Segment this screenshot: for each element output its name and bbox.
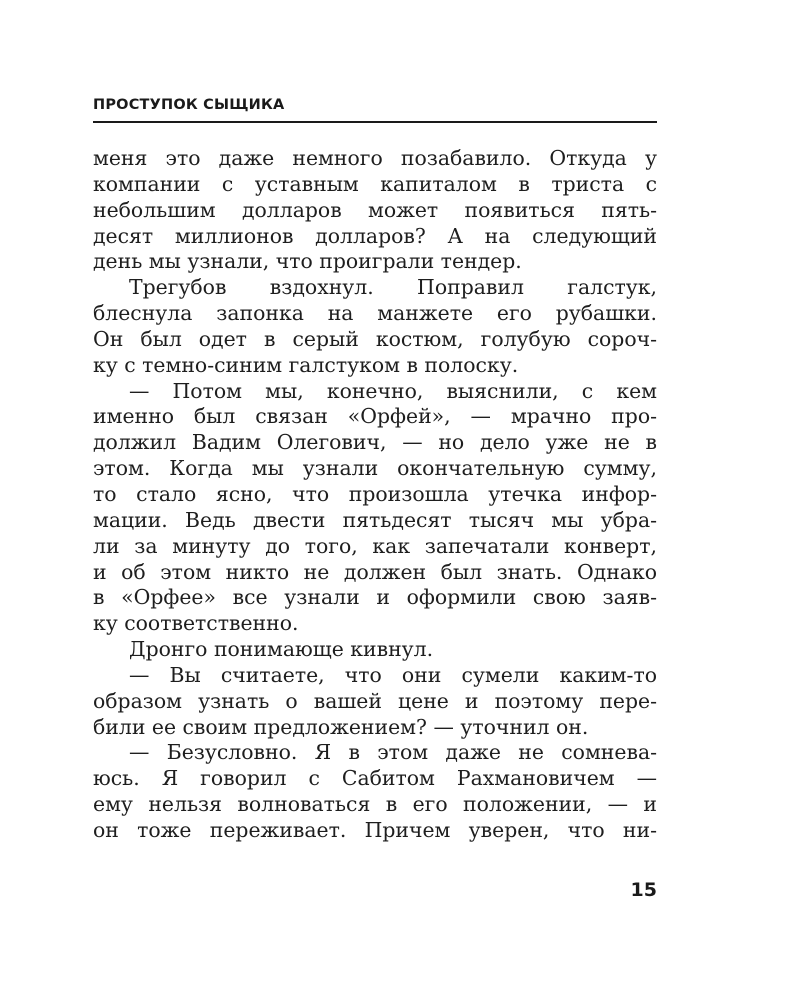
text-line: ли за минуту до того, как запечатали конверт,: [93, 533, 657, 558]
text-line: этом. Когда мы узнали окончательную сумму,: [93, 456, 657, 481]
running-head: [93, 95, 657, 123]
text-line: — Потом мы, конечно, выяснили, с кем: [129, 378, 657, 403]
text-line: он тоже переживает. Причем уверен, что ни-: [93, 817, 657, 842]
text-line: меня это даже немного позабавило. Откуда у: [93, 146, 657, 170]
text-line: ему нельзя волноваться в его положении, — и: [93, 792, 657, 817]
text-line: компании с уставным капиталом в триста с: [93, 171, 657, 196]
text-line: били ее своим предложением? — уточнил он.: [93, 714, 589, 739]
running-head-title: ПРОСТУПОК СЫЩИКА: [93, 97, 285, 113]
text-line: и об этом никто не должен был знать. Однако: [93, 559, 657, 584]
text-line: мации. Ведь двести пятьдесят тысяч мы убра-: [93, 507, 657, 532]
text-line: день мы узнали, что проиграли тендер.: [93, 249, 522, 274]
text-line: ку с темно-синим галстуком в полоску.: [93, 352, 519, 377]
text-line: блеснула запонка на манжете его рубашки.: [93, 301, 657, 326]
text-line: то стало ясно, что произошла утечка инфор-: [93, 481, 657, 506]
text-line: в «Орфее» все узнали и оформили свою заяв-: [93, 585, 657, 610]
text-line: должил Вадим Олегович, — но дело уже не в: [93, 430, 657, 455]
text-line: — Безусловно. Я в этом даже не сомнева-: [129, 740, 657, 765]
text-line: юсь. Я говорил с Сабитом Рахмановичем —: [93, 766, 657, 791]
text-line: ку соответственно.: [93, 611, 299, 636]
page-number: 15: [630, 879, 657, 901]
text-line: именно был связан «Орфей», — мрачно про-: [93, 404, 657, 429]
text-line: образом узнать о вашей цене и поэтому пере-: [93, 688, 657, 713]
text-line: Он был одет в серый костюм, голубую сороч-: [93, 326, 657, 351]
body-text: [93, 146, 657, 844]
text-line: небольшим долларов может появиться пять-: [93, 197, 657, 222]
text-line: Трегубов вздохнул. Поправил галстук,: [129, 275, 657, 300]
text-line: — Вы считаете, что они сумели каким-то: [129, 662, 657, 687]
text-line: десят миллионов долларов? А на следующий: [93, 223, 657, 248]
text-line: Дронго понимающе кивнул.: [129, 637, 434, 662]
